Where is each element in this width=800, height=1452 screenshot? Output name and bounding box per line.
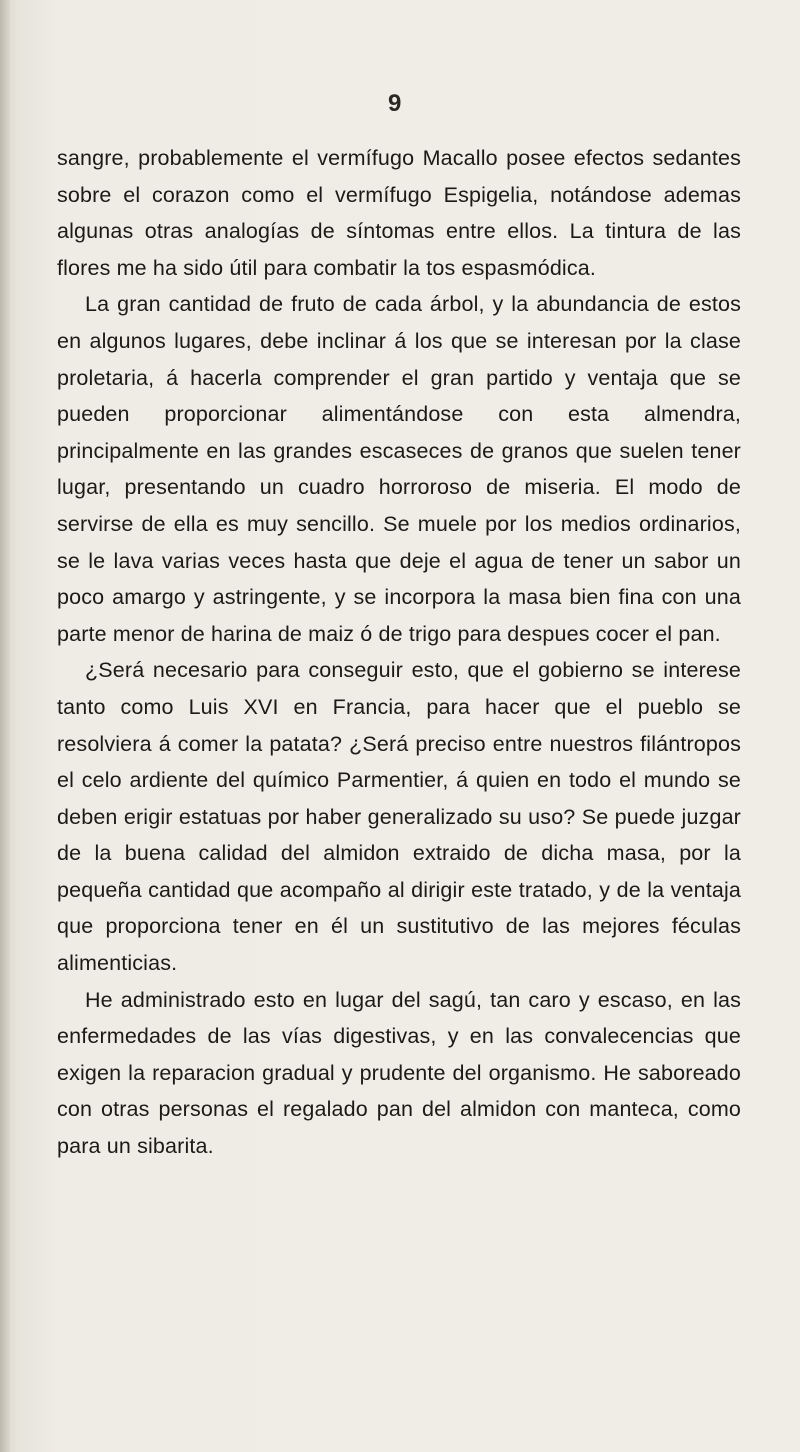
- page-number: 9: [388, 90, 402, 117]
- body-text: [57, 140, 741, 1165]
- paragraph-3: ¿Será necesario para conseguir esto, que el gobierno se interese tanto como Luis XVI en Francia, para hacer que el pueblo se resolviera á comer la patata? ¿Será preciso entre nuestros filántropos el celo ardiente del químico Parmentier, á quien en todo el mundo se deben erigir estatuas por haber generalizado su uso? Se puede juzgar de la buena calidad del almidon extraido de dicha masa, por la pequeña cantidad que acompaño al dirigir este tratado, y de la ventaja que proporciona tener en él un sustitutivo de las mejores féculas alimenticias.: [57, 658, 741, 976]
- paragraph-1: sangre, probablemente el vermífugo Macallo posee efectos sedantes sobre el corazon como el vermífugo Espigelia, notándose ademas algunas otras analogías de síntomas entre ellos. La tintura de las flores me ha sido útil para combatir la tos espasmódica.: [57, 146, 741, 280]
- paragraph-4: He administrado esto en lugar del sagú, tan caro y escaso, en las enfermedades de las vías digestivas, y en las convalecencias que exigen la reparacion gradual y prudente del organismo. He saboreado con otras personas el regalado pan del almidon con manteca, como para un sibarita.: [57, 987, 741, 1159]
- page-binding-edge: [0, 0, 10, 1452]
- paragraph-2: La gran cantidad de fruto de cada árbol, y la abundancia de estos en algunos lugares, debe inclinar á los que se interesan por la clase proletaria, á hacerla comprender el gran partido y ventaja que se pueden proporcionar alimentándose con esta almendra, principalmente en las grandes escaseces de granos que suelen tener lugar, presentando un cuadro horroroso de miseria. El modo de servirse de ella es muy sencillo. Se muele por los medios ordinarios, se le lava varias veces hasta que deje el agua de tener un sabor un poco amargo y astringente, y se incorpora la masa bien fina con una parte menor de harina de maiz ó de trigo para despues cocer el pan.: [57, 292, 741, 646]
